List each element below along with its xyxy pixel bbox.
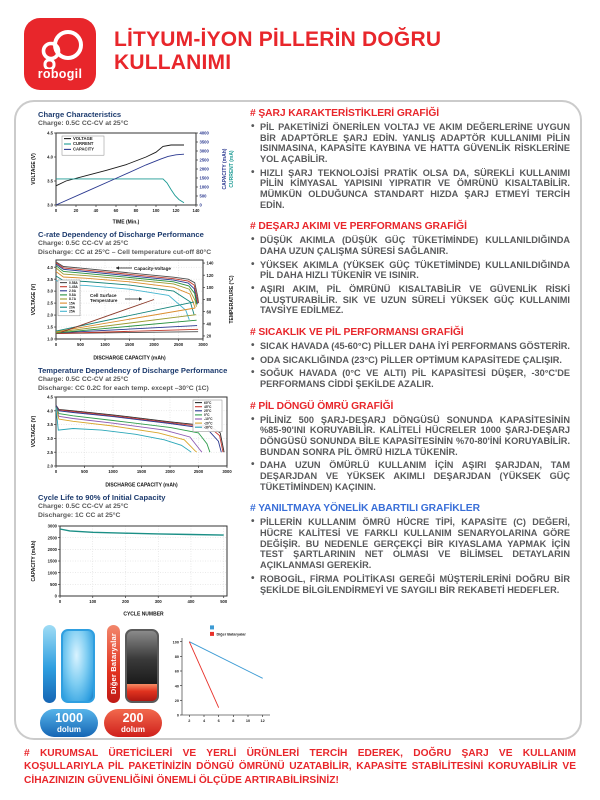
svg-text:CURRENT: CURRENT: [73, 141, 94, 147]
bullet-item: • HIZLI ŞARJ TEKNOLOJİSİ PRATİK OLSA DA, SÜREKLİ KULLANIMI PİLİN KİMYASAL YAPISINI YIPRATIR VE ÖMRÜNÜ KISALTABİLİR. MÜMKÜN OLDUĞUNCA STANDART HIZDA ŞARJ ETMEYİ TERCİH EDİN.: [250, 168, 570, 211]
chart-subtitle: Discharge: CC 0.2C for each temp. except –30°C (1C): [38, 385, 209, 393]
svg-text:CAPACITY: CAPACITY: [73, 146, 95, 152]
svg-text:1.5: 1.5: [47, 325, 53, 331]
svg-text:20A: 20A: [69, 305, 76, 310]
cycle-life-block: [30, 493, 246, 617]
svg-text:3.0: 3.0: [47, 289, 53, 295]
svg-text:140: 140: [192, 207, 200, 213]
bullet-item: • PİLLERİN KULLANIM ÖMRÜ HÜCRE TİPİ, KAPASİTE (C) DEĞERİ, HÜCRE KALİTESİ VE FARKLI KULLANIM SENARYOLARINA GÖRE DEĞİŞİR. BU NEDENLE GERÇEKÇİ BİR KIYASLAMA YAPMAK İÇİN TEST ŞARTLARININ NET OLMASI VE BİLİMSEL DETAYLARIN AÇIKLANMASI GEREKİR.: [250, 517, 570, 570]
svg-text:12: 12: [260, 718, 265, 723]
svg-text:1500: 1500: [199, 175, 209, 181]
svg-text:-10°C: -10°C: [204, 417, 213, 422]
bullet-list: [250, 415, 570, 493]
svg-text:140: 140: [206, 261, 214, 267]
empty-battery-icon: [125, 629, 159, 703]
temperature-discharge-block: [30, 366, 246, 488]
svg-text:8: 8: [232, 718, 235, 723]
blue-capacity-pill: [43, 625, 56, 703]
svg-text:500: 500: [220, 598, 228, 604]
svg-text:100: 100: [206, 285, 214, 291]
svg-text:Diğer Bataryalar: Diğer Bataryalar: [216, 632, 246, 637]
bullet-list: [250, 122, 570, 210]
svg-text:TEMPERATURE (°C): TEMPERATURE (°C): [229, 275, 235, 324]
bullet-item: • SICAK HAVADA (45-60°C) PİLLER DAHA İYİ PERFORMANS GÖSTERİR.: [250, 341, 570, 352]
svg-text:500: 500: [81, 469, 88, 475]
svg-text:1000: 1000: [47, 570, 57, 576]
robogil-battery-group: [40, 623, 98, 737]
svg-text:25A: 25A: [69, 309, 76, 314]
bullet-item: • DAHA UZUN ÖMÜRLÜ KULLANIM İÇİN AŞIRI ŞARJDAN, TAM DEŞARJDAN VE YÜKSEK AKIMLI DEŞARJDAN (YÜKSEK GÜÇ TÜKETİMİNDEN) KAÇININ.: [250, 460, 570, 492]
svg-text:500: 500: [199, 193, 207, 199]
crate-discharge-chart: [30, 257, 246, 361]
svg-text:500: 500: [50, 581, 57, 587]
svg-text:2000: 2000: [149, 342, 159, 348]
charge-characteristics-chart: [30, 129, 246, 225]
svg-text:3000: 3000: [198, 342, 208, 348]
logo-text: robogil: [37, 67, 83, 81]
bullet-item: • PİLİNİZ 500 ŞARJ-DEŞARJ DÖNGÜSÜ SONUNDA KAPASİTESİNİN %85-90'INI KORUYABİLİR. KALİTELİ HÜCRELER 1000 ŞARJ-DEŞARJ DÖNGÜSÜ SONUNDA BİLE KAPASİTESİNİN %70-80'İNİ KORUYABİLİR. BUNDAN SONRA PİL ÖMRÜ HIZLA TÜKENİR.: [250, 415, 570, 458]
svg-text:45°C: 45°C: [204, 405, 212, 410]
svg-text:VOLTAGE: VOLTAGE: [73, 135, 93, 141]
svg-text:20: 20: [206, 334, 212, 340]
svg-text:80: 80: [133, 207, 139, 213]
svg-text:2500: 2500: [47, 535, 57, 541]
bullet-item: • YÜKSEK AKIMLA (YÜKSEK GÜÇ TÜKETİMİNDE) KULLANILDIĞINDA PİL DAHA HIZLI TÜKENİR VE ISINIR.: [250, 260, 570, 281]
svg-text:2.5: 2.5: [47, 301, 53, 307]
svg-text:15A: 15A: [69, 301, 76, 306]
svg-text:Cell Surface: Cell Surface: [90, 293, 117, 299]
svg-text:20: 20: [174, 698, 179, 703]
svg-text:3500: 3500: [199, 139, 209, 145]
chart-title: Charge Characteristics: [38, 110, 122, 119]
header: [24, 18, 554, 90]
cycles-value: 1000: [55, 711, 83, 726]
svg-text:4.0: 4.0: [47, 408, 53, 414]
bullet-item: • PİL PAKETİNİZİ ÖNERİLEN VOLTAJ VE AKIM DEĞERLERİNE UYGUN BİR ADAPTÖRLE ŞARJ EDİN. YANLIŞ ADAPTÖR KULLANIMI PİLİN ISINMASINA, KAPASİTE KAYBINA VE HATTA GÜVENLİK RİSKLERİNE YOL AÇABİLİR.: [250, 122, 570, 165]
svg-text:VOLTAGE (V): VOLTAGE (V): [31, 153, 37, 185]
bullet-item: • DÜŞÜK AKIMLA (DÜŞÜK GÜÇ TÜKETİMİNDE) KULLANILDIĞINDA DAHA UZUN ÇALIŞMA SÜRESİ SAĞLANIR.: [250, 235, 570, 256]
svg-text:0: 0: [58, 598, 62, 604]
bullet-list: [250, 235, 570, 316]
bullet-list: [250, 517, 570, 595]
section-heading: # SICAKLIK VE PİL PERFORMANSI GRAFİĞİ: [250, 327, 464, 339]
svg-text:80: 80: [174, 654, 179, 659]
other-battery-group: [104, 623, 162, 737]
svg-text:DISCHARGE CAPACITY (mAh): DISCHARGE CAPACITY (mAh): [93, 355, 166, 362]
section-abartili-grafikler: [250, 503, 570, 595]
battery-comparison-graphic: [40, 623, 265, 737]
cycles-badge-200: [104, 709, 162, 737]
cycle-life-chart: [30, 521, 246, 617]
svg-text:VOLTAGE (V): VOLTAGE (V): [31, 284, 37, 316]
robogil-circles-icon: [28, 27, 92, 69]
svg-text:2500: 2500: [193, 469, 204, 475]
svg-text:1000: 1000: [199, 184, 209, 190]
svg-text:-30°C: -30°C: [204, 425, 213, 430]
svg-text:CYCLE NUMBER: CYCLE NUMBER: [123, 611, 164, 617]
red-capacity-pill: [107, 625, 120, 703]
svg-text:2000: 2000: [47, 546, 57, 552]
svg-text:60: 60: [174, 669, 179, 674]
svg-text:400: 400: [187, 598, 195, 604]
charts-column: [30, 110, 265, 737]
svg-text:120: 120: [206, 273, 214, 279]
svg-text:6: 6: [217, 718, 220, 723]
cycles-unit: dolum: [57, 724, 81, 734]
svg-text:4: 4: [202, 718, 206, 723]
svg-text:1500: 1500: [124, 342, 135, 348]
charge-characteristics-block: [30, 110, 246, 225]
svg-text:4000: 4000: [199, 130, 209, 136]
svg-text:CAPACITY (mAh): CAPACITY (mAh): [31, 540, 37, 582]
svg-text:2000: 2000: [199, 166, 209, 172]
svg-text:2.0: 2.0: [47, 463, 53, 469]
bullet-item: • ODA SICAKLIĞINDA (23°C) PİLLER OPTİMUM KAPASİTEDE ÇALIŞIR.: [250, 355, 570, 366]
svg-text:100: 100: [172, 640, 179, 645]
bullet-item: • SOĞUK HAVADA (0°C VE ALTI) PİL KAPASİTESİ DÜŞER, -30°C'DE PERFORMANS CİDDİ ŞEKİLDE AZALIR.: [250, 368, 570, 389]
svg-text:0: 0: [54, 593, 57, 599]
svg-text:2000: 2000: [165, 469, 175, 475]
svg-text:3.0: 3.0: [47, 436, 53, 442]
svg-text:8.7A: 8.7A: [69, 297, 76, 302]
section-sicaklik-performans: [250, 327, 570, 390]
svg-text:40: 40: [206, 321, 212, 327]
robogil-logo: [24, 18, 96, 90]
svg-text:Capacity-Voltage: Capacity-Voltage: [134, 266, 171, 272]
chart-title: Temperature Dependency of Discharge Performance: [38, 366, 228, 376]
footer-note: # KURUMSAL ÜRETİCİLERİ VE YERLİ ÜRÜNLERİ TERCİH EDEREK, DOĞRU ŞARJ VE KULLANIM KOŞULLARIYLA PİL PAKETİNİZİN DÖNGÜ ÖMRÜNÜ UZATABİLİR, KAPASİTE STABİLİTESİNİ KORUYABİLİR VE CİHAZINIZIN GÜVENLİĞİNİ ÖNEMLİ ÖLÇÜDE ARTIRABİLİRSİNİZ!: [24, 748, 576, 786]
svg-text:1500: 1500: [47, 558, 57, 564]
section-dongu-omru: [250, 401, 570, 493]
content-card: [14, 100, 582, 740]
svg-text:1000: 1000: [100, 342, 110, 348]
full-battery-icon: [61, 629, 95, 703]
svg-text:40: 40: [93, 207, 99, 213]
section-heading: # PİL DÖNGÜ ÖMRÜ GRAFİĞİ: [250, 400, 394, 412]
svg-text:100: 100: [89, 598, 97, 604]
svg-text:0: 0: [54, 207, 58, 213]
svg-text:3000: 3000: [47, 523, 57, 529]
svg-text:VOLTAGE (V): VOLTAGE (V): [31, 415, 37, 448]
svg-text:300: 300: [154, 598, 162, 604]
svg-text:20: 20: [73, 207, 79, 213]
svg-text:Temperature: Temperature: [90, 298, 118, 304]
svg-text:4.0: 4.0: [47, 154, 53, 160]
page-title: LİTYUM-İYON PİLLERİN DOĞRU KULLANIMI: [114, 28, 442, 75]
cycles-badge-1000: [40, 709, 98, 737]
svg-text:TIME (Min.): TIME (Min.): [112, 219, 140, 225]
text-column: [250, 108, 570, 606]
cycles-unit: dolum: [121, 724, 145, 734]
svg-text:60°C: 60°C: [204, 400, 212, 405]
section-sarj-karakteristikleri: [250, 108, 570, 210]
bullet-list: [250, 341, 570, 390]
svg-text:3000: 3000: [199, 148, 209, 154]
svg-text:0.58A: 0.58A: [69, 281, 78, 286]
svg-text:2.0: 2.0: [47, 313, 53, 319]
crate-discharge-block: [30, 230, 246, 362]
svg-text:1.45A: 1.45A: [69, 285, 78, 290]
svg-text:3.5: 3.5: [47, 178, 53, 184]
section-heading: # YANILTMAYA YÖNELİK ABARTILI GRAFİKLER: [250, 503, 480, 515]
section-heading: # DEŞARJ AKIMI VE PERFORMANS GRAFİĞİ: [250, 221, 467, 233]
svg-text:0: 0: [54, 469, 58, 475]
svg-text:2500: 2500: [199, 157, 209, 163]
bullet-item: • AŞIRI AKIM, PİL ÖMRÜNÜ KISALTABİLİR VE GÜVENLİK RİSKİ OLUŞTURABİLİR. SIK VE UZUN SÜRELİ YÜKSEK GÜÇ KULLANIMI TAVSİYE EDİLMEZ.: [250, 284, 570, 316]
chart-subtitle: Charge: 0.5C CC-CV at 25°C: [38, 239, 129, 247]
chart-subtitle: Discharge: CC at 25°C – Cell temperature cut-off 80°C: [38, 248, 212, 256]
svg-text:-20°C: -20°C: [204, 421, 213, 426]
svg-text:4.5: 4.5: [47, 394, 53, 400]
svg-text:CAPACITY (mAh): CAPACITY (mAh): [222, 148, 228, 190]
svg-text:3000: 3000: [222, 469, 232, 475]
svg-text:60: 60: [113, 207, 119, 213]
svg-text:60: 60: [206, 309, 212, 315]
svg-text:1000: 1000: [108, 469, 118, 475]
chart-subtitle: Charge: 0.5C CC-CV at 25°C: [38, 120, 129, 127]
exaggerated-comparison-chart: [168, 623, 274, 727]
svg-text:120: 120: [172, 207, 180, 213]
chart-subtitle: Charge: 0.5C CC-CV at 25°C: [38, 376, 129, 384]
svg-text:0°C: 0°C: [204, 413, 210, 418]
svg-text:2: 2: [188, 718, 191, 723]
temperature-discharge-chart: [30, 394, 246, 488]
svg-text:2.9A: 2.9A: [69, 289, 76, 294]
svg-text:200: 200: [121, 598, 129, 604]
svg-text:0: 0: [199, 202, 202, 208]
svg-text:3.5: 3.5: [47, 277, 53, 283]
svg-text:100: 100: [152, 207, 160, 213]
other-batteries-label: Diğer Bataryalar: [109, 633, 118, 695]
svg-text:2500: 2500: [173, 342, 184, 348]
svg-text:5.8A: 5.8A: [69, 293, 76, 298]
svg-text:500: 500: [77, 342, 84, 348]
svg-text:2.5: 2.5: [47, 449, 53, 455]
svg-text:CURRENT (mA): CURRENT (mA): [229, 150, 235, 188]
svg-text:25°C: 25°C: [204, 409, 212, 414]
bullet-item: • ROBOGİL, FİRMA POLİTİKASI GEREĞİ MÜŞTERİLERİNİ DOĞRU BİR ŞEKİLDE BİLGİLENDİRMEYİ VE SAYGILI BİR REKABETİ HEDEFLER.: [250, 574, 570, 595]
svg-text:10: 10: [245, 718, 251, 723]
svg-text:4.0: 4.0: [47, 265, 53, 271]
chart-title: C-rate Dependency of Discharge Performance: [38, 229, 204, 239]
svg-text:3.0: 3.0: [47, 202, 53, 208]
svg-text:1.0: 1.0: [47, 337, 53, 343]
svg-text:4.5: 4.5: [47, 130, 53, 136]
svg-text:0: 0: [54, 342, 58, 348]
svg-text:1500: 1500: [136, 469, 147, 475]
chart-title: Cycle Life to 90% of Initial Capacity: [38, 493, 166, 503]
svg-text:DISCHARGE CAPACITY (mAh): DISCHARGE CAPACITY (mAh): [105, 482, 178, 489]
section-desarj-akimi: [250, 221, 570, 316]
section-heading: # ŞARJ KARAKTERİSTİKLERİ GRAFİĞİ: [250, 108, 440, 119]
svg-text:80: 80: [206, 297, 212, 303]
chart-subtitle: Charge: 0.5C CC-CV at 25°C: [38, 503, 129, 511]
chart-subtitle: Discharge: 1C CC at 25°C: [38, 511, 121, 519]
svg-text:40: 40: [174, 684, 179, 689]
cycles-value: 200: [122, 711, 144, 726]
svg-text:0: 0: [176, 713, 179, 718]
svg-text:3.5: 3.5: [47, 422, 53, 428]
